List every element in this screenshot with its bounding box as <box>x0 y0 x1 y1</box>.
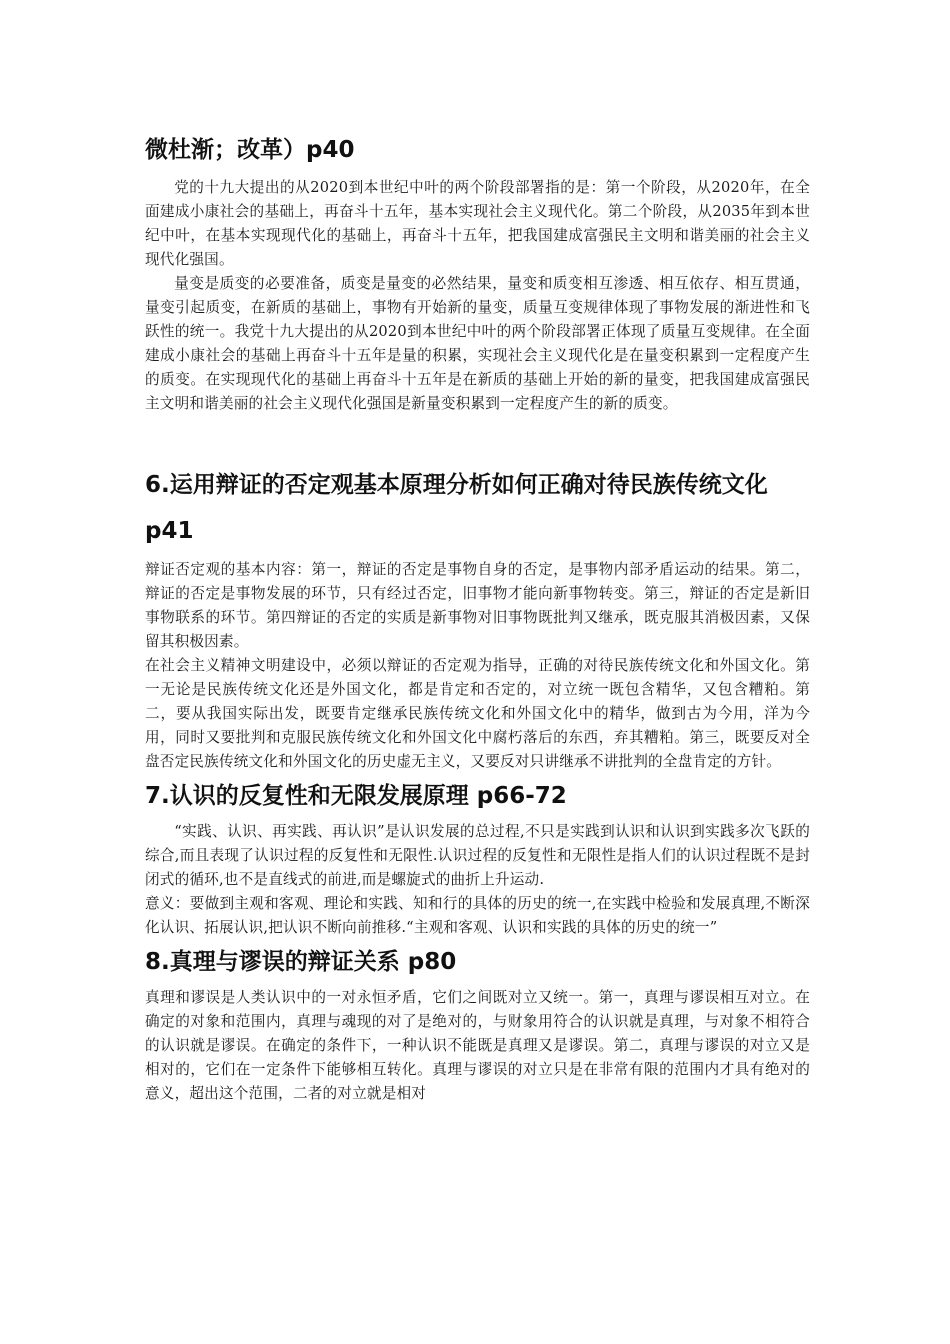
section-6-paragraph-1: 辩证否定观的基本内容：第一，辩证的否定是事物自身的否定，是事物内部矛盾运动的结果。第二，辩证的否定是事物发展的环节，只有经过否定，旧事物才能向新事物转变。第三，辩证的否定是新旧事物联系的环节。第四辩证的否定的实质是新事物对旧事物既批判又继承，既克服其消极因素，又保留其积极因素。 <box>145 561 810 650</box>
section-intro-paragraph-2: 量变是质变的必要准备，质变是量变的必然结果，量变和质变相互渗透、相互依存、相互贯通，量变引起质变，在新质的基础上，事物有开始新的量变，质量互变规律体现了事物发展的渐进性和飞跃性的统一。我党十九大提出的从2020到本世纪中叶的两个阶段部署正体现了质量互变规律。在全面建成小康社会的基础上再奋斗十五年是量的积累，实现社会主义现代化是在量变积累到一定程度产生的质变。在实现现代化的基础上再奋斗十五年是在新质的基础上开始的新的量变，把我国建成富强民主文明和谐美丽的社会主义现代化强国是新量变积累到一定程度产生的新的质变。 <box>145 275 810 412</box>
section-intro-paragraph-1: 党的十九大提出的从2020到本世纪中叶的两个阶段部署指的是：第一个阶段，从2020年，在全面建成小康社会的基础上，再奋斗十五年，基本实现社会主义现代化。第二个阶段，从2035年到本世纪中叶，在基本实现现代化的基础上，再奋斗十五年，把我国建成富强民主文明和谐美丽的社会主义现代化强国。 <box>145 179 810 268</box>
section-8-paragraph-1: 真理和谬误是人类认识中的一对永恒矛盾，它们之间既对立又统一。第一，真理与谬误相互对立。在确定的对象和范围内，真理与魂现的对了是绝对的，与财象用符合的认识就是真理，与对象不相符合的认识就是谬误。在确定的条件下，一种认识不能既是真理又是谬误。第二，真理与谬误的对立又是相对的，它们在一定条件下能够相互转化。真理与谬误的对立只是在非常有限的范围内才具有绝对的意义，超出这个范围，二者的对立就是相对 <box>145 989 810 1102</box>
section-6-heading: 6.运用辩证的否定观基本原理分析如何正确对待民族传统文化 p41 <box>145 472 768 544</box>
section-7-heading: 7.认识的反复性和无限发展原理 p66-72 <box>145 783 567 809</box>
document-page <box>145 128 810 1106</box>
section-7-paragraph-2: 意义：要做到主观和客观、理论和实践、知和行的具体的历史的统一,在实践中检验和发展真理,不断深化认识、拓展认识,把认识不断向前推移.“主观和客观、认识和实践的具体的历史的统一” <box>145 895 810 936</box>
section-7-paragraph-1: “实践、认识、再实践、再认识”是认识发展的总过程,不只是实践到认识和认识到实践多次飞跃的综合,而且表现了认识过程的反复性和无限性.认识过程的反复性和无限性是指人们的认识过程既不是封闭式的循环,也不是直线式的前进,而是螺旋式的曲折上升运动. <box>145 823 810 888</box>
section-8-heading: 8.真理与谬误的辩证关系 p80 <box>145 949 457 975</box>
section-6-paragraph-2: 在社会主义精神文明建设中，必须以辩证的否定观为指导，正确的对待民族传统文化和外国文化。第一无论是民族传统文化还是外国文化，都是肯定和否定的，对立统一既包含精华，又包含糟粕。第二，要从我国实际出发，既要肯定继承民族传统文化和外国文化中的精华，做到古为今用，洋为今用，同时又要批判和克服民族传统文化和外国文化中腐朽落后的东西，弃其糟粕。第三，既要反对全盘否定民族传统文化和外国文化的历史虚无主义，又要反对只讲继承不讲批判的全盘肯定的方针。 <box>145 657 810 770</box>
section-intro-heading: 微杜渐；改革）p40 <box>145 137 355 163</box>
